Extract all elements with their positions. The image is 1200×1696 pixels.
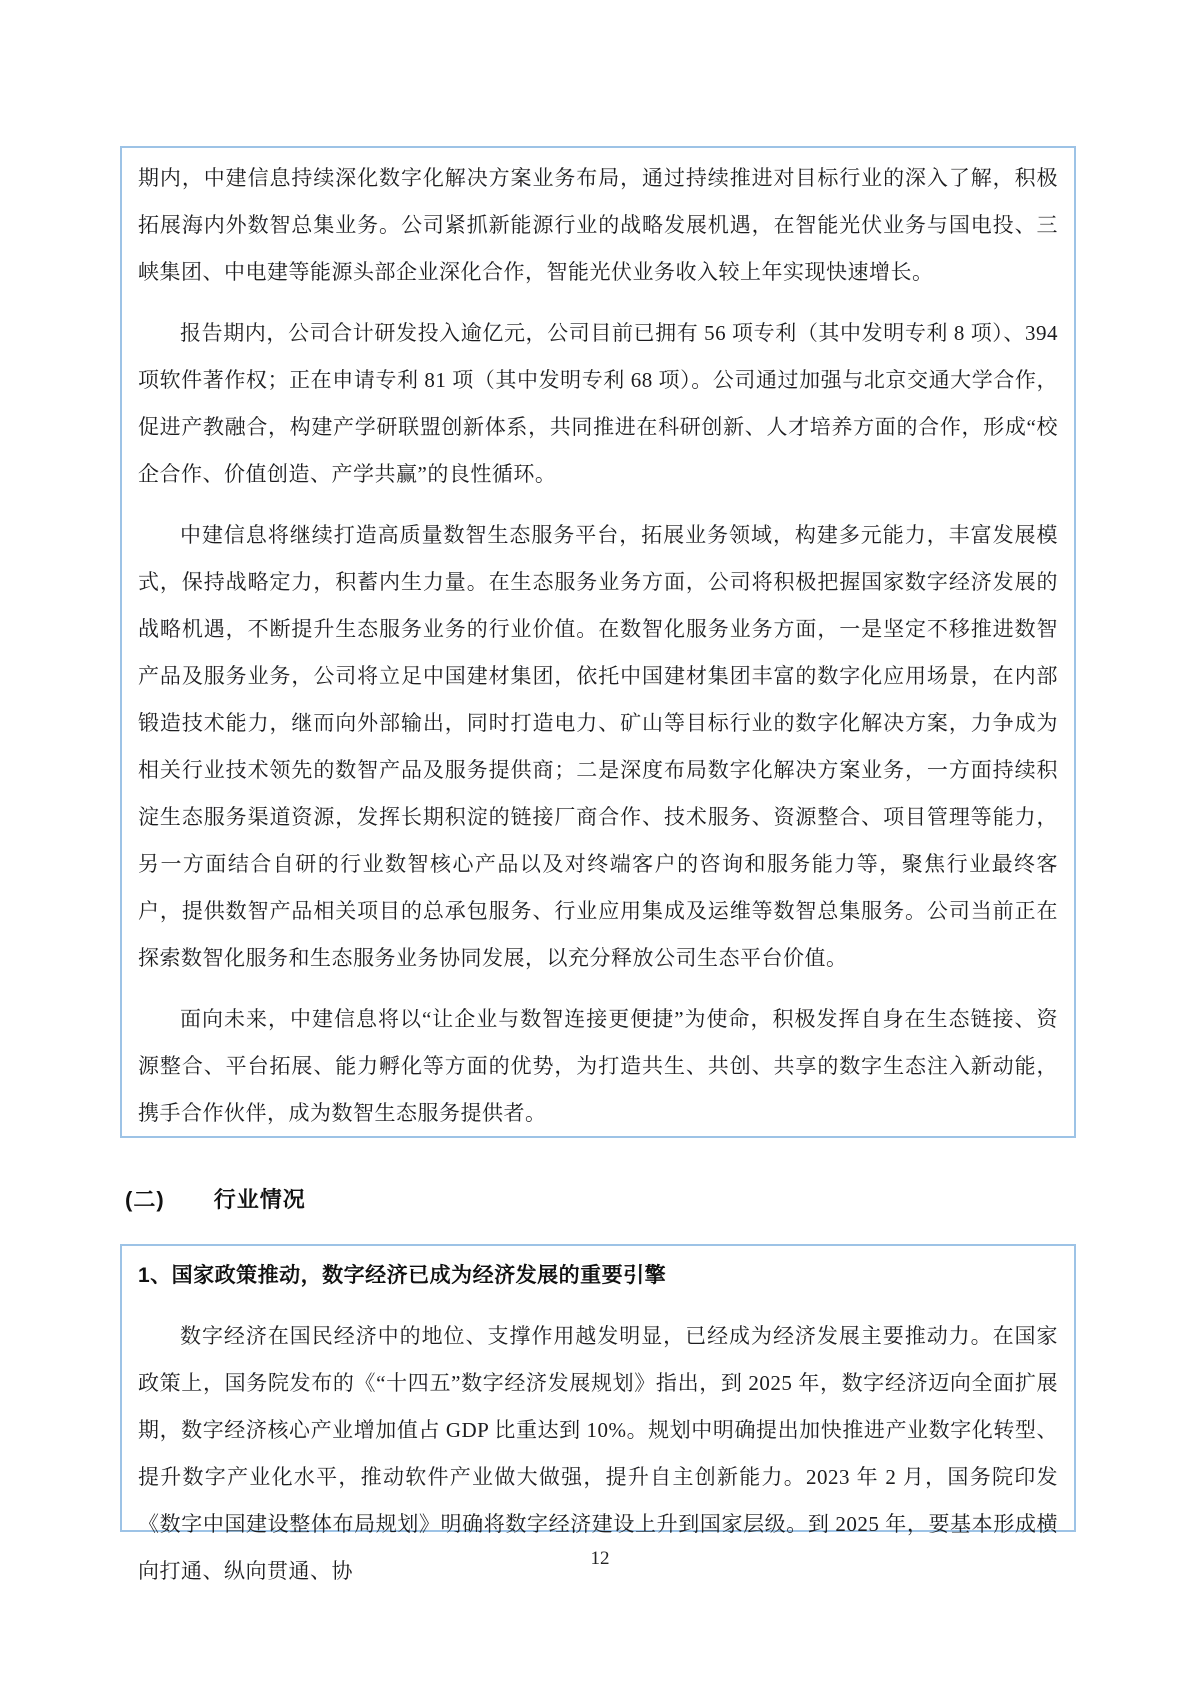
paragraph: 报告期内，公司合计研发投入逾亿元，公司目前已拥有 56 项专利（其中发明专利 8 项）、394 项软件著作权；正在申请专利 81 项（其中发明专利 68 项）。公司通过加强与北京交通大学合作，促进产教融合，构建产学研联盟创新体系，共同推进在科研创新、人才培养方面的合作，形成“校企合作、价值创造、产学共赢”的良性循环。	[138, 321, 1058, 486]
section-heading-title: 行业情况	[213, 1187, 306, 1212]
report-text-box	[120, 146, 1076, 1138]
section-heading	[125, 1183, 306, 1214]
paragraph: 期内，中建信息持续深化数字化解决方案业务布局，通过持续推进对目标行业的深入了解，积极拓展海内外数智总集业务。公司紧抓新能源行业的战略发展机遇，在智能光伏业务与国电投、三峡集团、中电建等能源头部企业深化合作，智能光伏业务收入较上年实现快速增长。	[138, 166, 1058, 284]
page-number: 12	[590, 1548, 610, 1569]
paragraph: 中建信息将继续打造高质量数智生态服务平台，拓展业务领域，构建多元能力，丰富发展模式，保持战略定力，积蓄内生力量。在生态服务业务方面，公司将积极把握国家数字经济发展的战略机遇，不断提升生态服务业务的行业价值。在数智化服务业务方面，一是坚定不移推进数智产品及服务业务，公司将立足中国建材集团，依托中国建材集团丰富的数字化应用场景，在内部锻造技术能力，继而向外部输出，同时打造电力、矿山等目标行业的数字化解决方案，力争成为相关行业技术领先的数智产品及服务提供商；二是深度布局数字化解决方案业务，一方面持续积淀生态服务渠道资源，发挥长期积淀的链接厂商合作、技术服务、资源整合、项目管理等能力，另一方面结合自研的行业数智核心产品以及对终端客户的咨询和服务能力等，聚焦行业最终客户，提供数智产品相关项目的总承包服务、行业应用集成及运维等数智总集服务。公司当前正在探索数智化服务和生态服务业务协同发展，以充分释放公司生态平台价值。	[138, 523, 1058, 970]
section-heading-marker: (二)	[125, 1187, 165, 1212]
paragraph: 面向未来，中建信息将以“让企业与数智连接更便捷”为使命，积极发挥自身在生态链接、资源整合、平台拓展、能力孵化等方面的优势，为打造共生、共创、共享的数字生态注入新动能，携手合作伙伴，成为数智生态服务提供者。	[138, 1007, 1058, 1125]
paragraph: 数字经济在国民经济中的地位、支撑作用越发明显，已经成为经济发展主要推动力。在国家政策上，国务院发布的《“十四五”数字经济发展规划》指出，到 2025 年，数字经济迈向全面扩展期，数字经济核心产业增加值占 GDP 比重达到 10%。规划中明确提出加快推进产业数字化转型、提升数字产业化水平，推动软件产业做大做强，提升自主创新能力。2023 年 2 月，国务院印发《数字中国建设整体布局规划》明确将数字经济建设上升到国家层级。到 2025 年，要基本形成横向打通、纵向贯通、协	[138, 1324, 1058, 1583]
subsection-heading: 1、国家政策推动，数字经济已成为经济发展的重要引擎	[138, 1264, 667, 1287]
